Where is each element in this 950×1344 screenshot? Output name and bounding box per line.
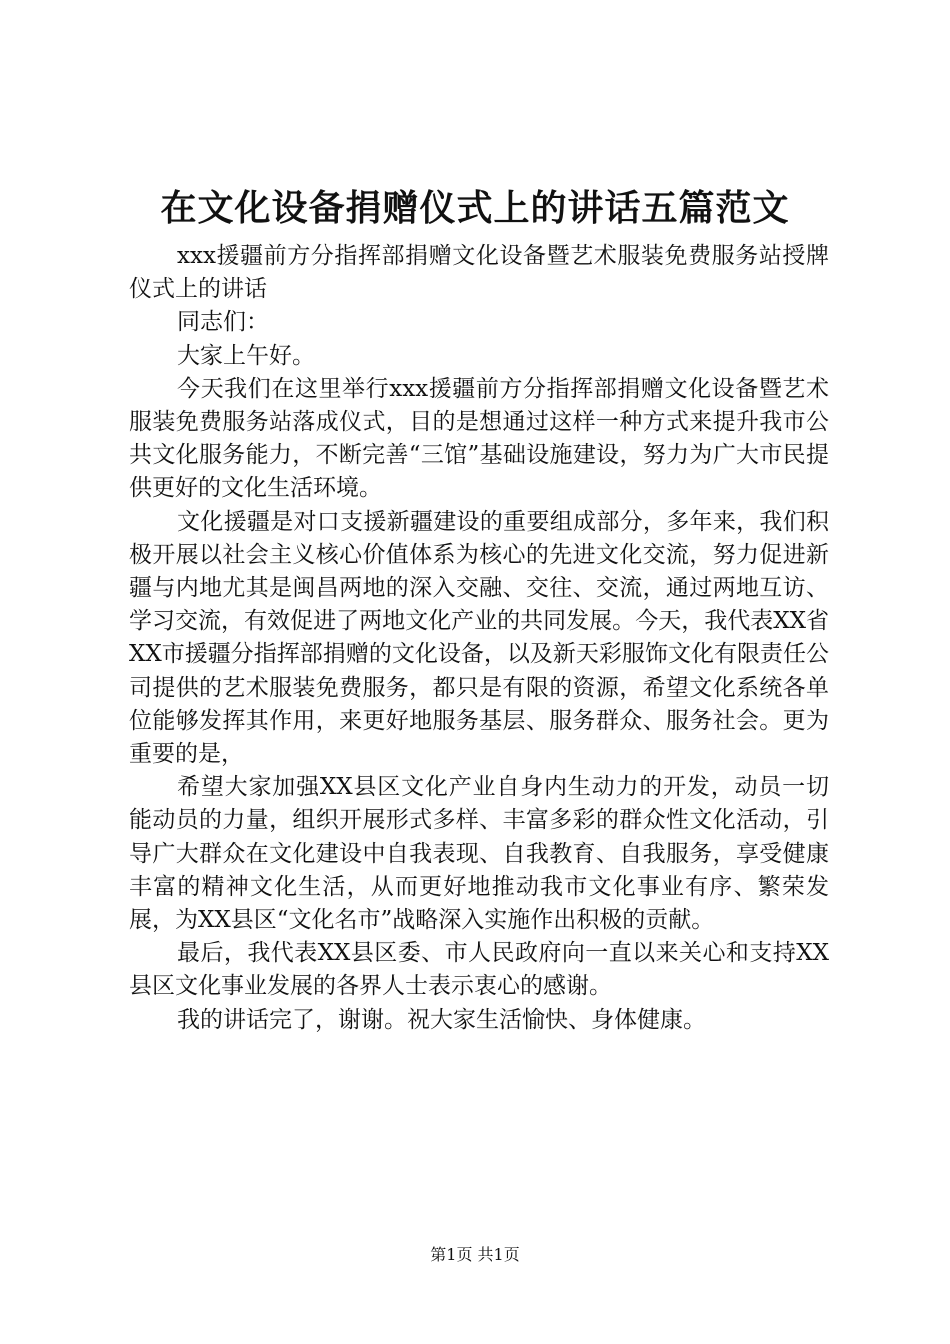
paragraph-closing: 我的讲话完了，谢谢。祝大家生活愉快、身体健康。 <box>177 1006 706 1033</box>
document-title: 在文化设备捐赠仪式上的讲话五篇范文 <box>160 187 790 229</box>
document-body <box>129 240 829 1037</box>
paragraph-greeting: 大家上午好。 <box>177 342 315 369</box>
paragraph-purpose: 今天我们在这里举行xxx援疆前方分指挥部捐赠文化设备暨艺术服装免费服务站落成仪式，目的是想通过这样一种方式来提升我市公共文化服务能力，不断完善“三馆”基础设施建设，努力为广大市民提供更好的文化生活环境。 <box>129 375 829 502</box>
paragraph-thanks: 最后，我代表XX县区委、市人民政府向一直以来关心和支持XX县区文化事业发展的各界人士表示衷心的感谢。 <box>129 940 829 1000</box>
page-number-footer: 第1页 共1页 <box>430 1245 520 1264</box>
paragraph-cultural-aid: 文化援疆是对口支援新疆建设的重要组成部分，多年来，我们积极开展以社会主义核心价值体系为核心的先进文化交流，努力促进新疆与内地尤其是闽昌两地的深入交融、交往、交流，通过两地互访、学习交流，有效促进了两地文化产业的共同发展。今天，我代表XX省XX市援疆分指挥部捐赠的文化设备，以及新天彩服饰文化有限责任公司提供的艺术服装免费服务，都只是有限的资源，希望文化系统各单位能够发挥其作用，来更好地服务基层、服务群众、服务社会。更为重要的是， <box>129 508 829 768</box>
paragraph-heading: xxx援疆前方分指挥部捐赠文化设备暨艺术服装免费服务站授牌仪式上的讲话 <box>129 243 829 303</box>
paragraph-salutation: 同志们： <box>177 309 269 336</box>
paragraph-hope: 希望大家加强XX县区文化产业自身内生动力的开发，动员一切能动员的力量，组织开展形式多样、丰富多彩的群众性文化活动，引导广大群众在文化建设中自我表现、自我教育、自我服务，享受健康丰富的精神文化生活，从而更好地推动我市文化事业有序、繁荣发展，为XX县区“文化名市”战略深入实施作出积极的贡献。 <box>129 774 829 934</box>
